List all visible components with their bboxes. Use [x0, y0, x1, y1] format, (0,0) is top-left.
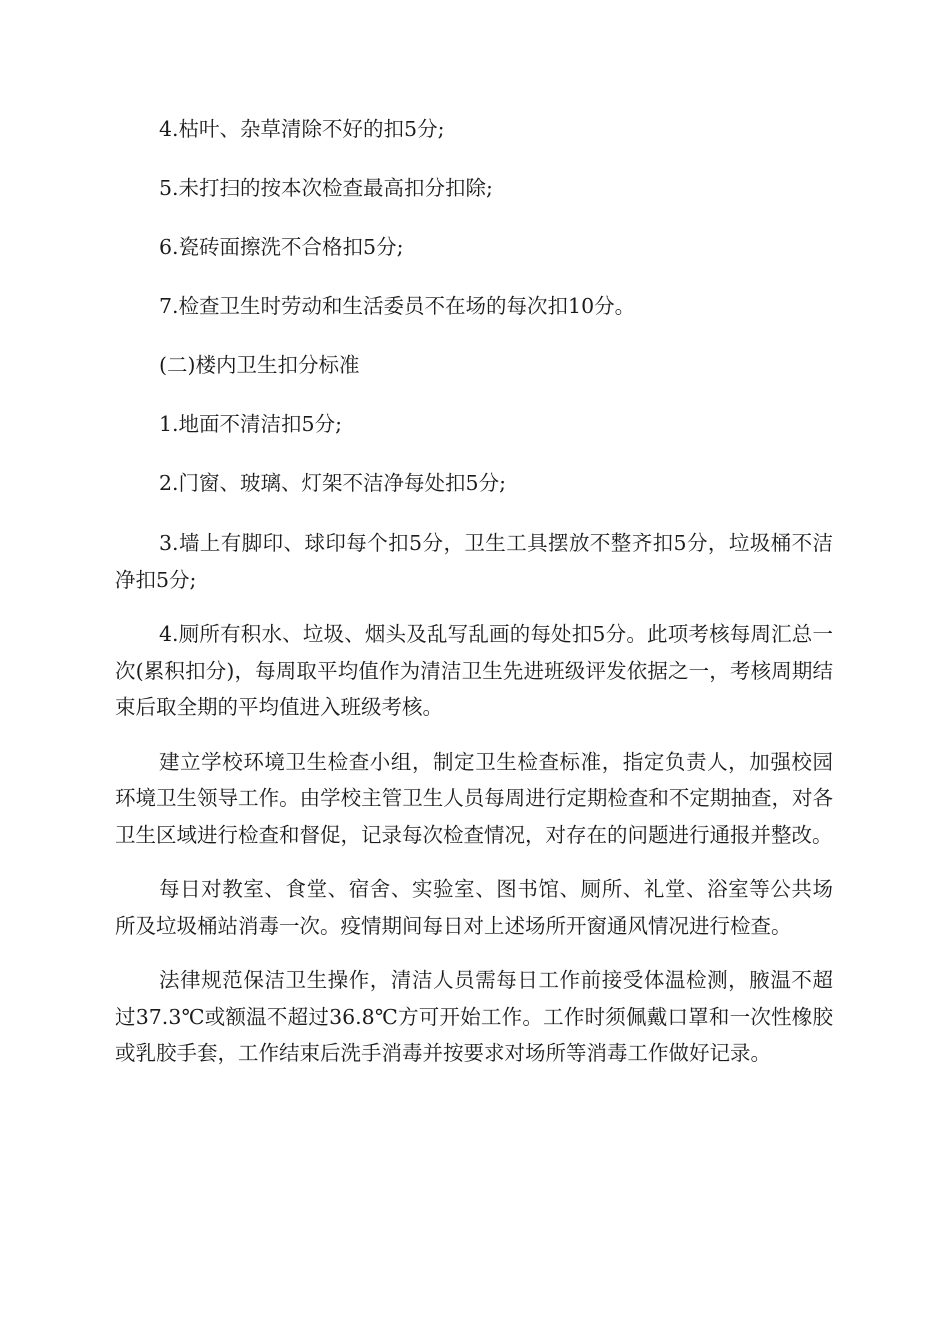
paragraph-inspection-team: 建立学校环境卫生检查小组，制定卫生检查标准，指定负责人，加强校园环境卫生领导工作。由学校主管卫生人员每周进行定期检查和不定期抽查，对各卫生区域进行检查和督促，记录每次检查情况，对存在的问题进行通报并整改。 — [115, 749, 833, 847]
list-item-7-committee-absent: 7.检查卫生时劳动和生活委员不在场的每次扣10分。 — [159, 294, 636, 318]
list-item-4-withered-leaves: 4.枯叶、杂草清除不好的扣5分; — [159, 117, 445, 141]
list-item-4-toilets: 4.厕所有积水、垃圾、烟头及乱写乱画的每处扣5分。此项考核每周汇总一次(累积扣分)，每周取平均值作为清洁卫生先进班级评发依据之一，考核周期结束后取全期的平均值进入班级考核。 — [115, 622, 833, 719]
list-item-6-tiles: 6.瓷砖面擦洗不合格扣5分; — [159, 235, 404, 259]
list-item-5-not-cleaned: 5.未打扫的按本次检查最高扣分扣除; — [159, 176, 493, 200]
section-heading-indoor-standards: (二)楼内卫生扣分标准 — [159, 353, 360, 377]
document-body — [115, 112, 833, 1090]
paragraph-cleaning-operations: 法律规范保洁卫生操作，清洁人员需每日工作前接受体温检测，腋温不超过37.3℃或额温不超过36.8℃方可开始工作。工作时须佩戴口罩和一次性橡胶或乳胶手套，工作结束后洗手消毒并按要求对场所等消毒工作做好记录。 — [115, 968, 833, 1065]
paragraph-daily-disinfection: 每日对教室、食堂、宿舍、实验室、图书馆、厕所、礼堂、浴室等公共场所及垃圾桶站消毒一次。疫情期间每日对上述场所开窗通风情况进行检查。 — [115, 877, 833, 938]
list-item-3-walls: 3.墙上有脚印、球印每个扣5分，卫生工具摆放不整齐扣5分，垃圾桶不洁净扣5分; — [115, 531, 833, 592]
list-item-1-floor: 1.地面不清洁扣5分; — [159, 412, 343, 436]
list-item-2-doors-windows: 2.门窗、玻璃、灯架不洁净每处扣5分; — [159, 471, 507, 495]
